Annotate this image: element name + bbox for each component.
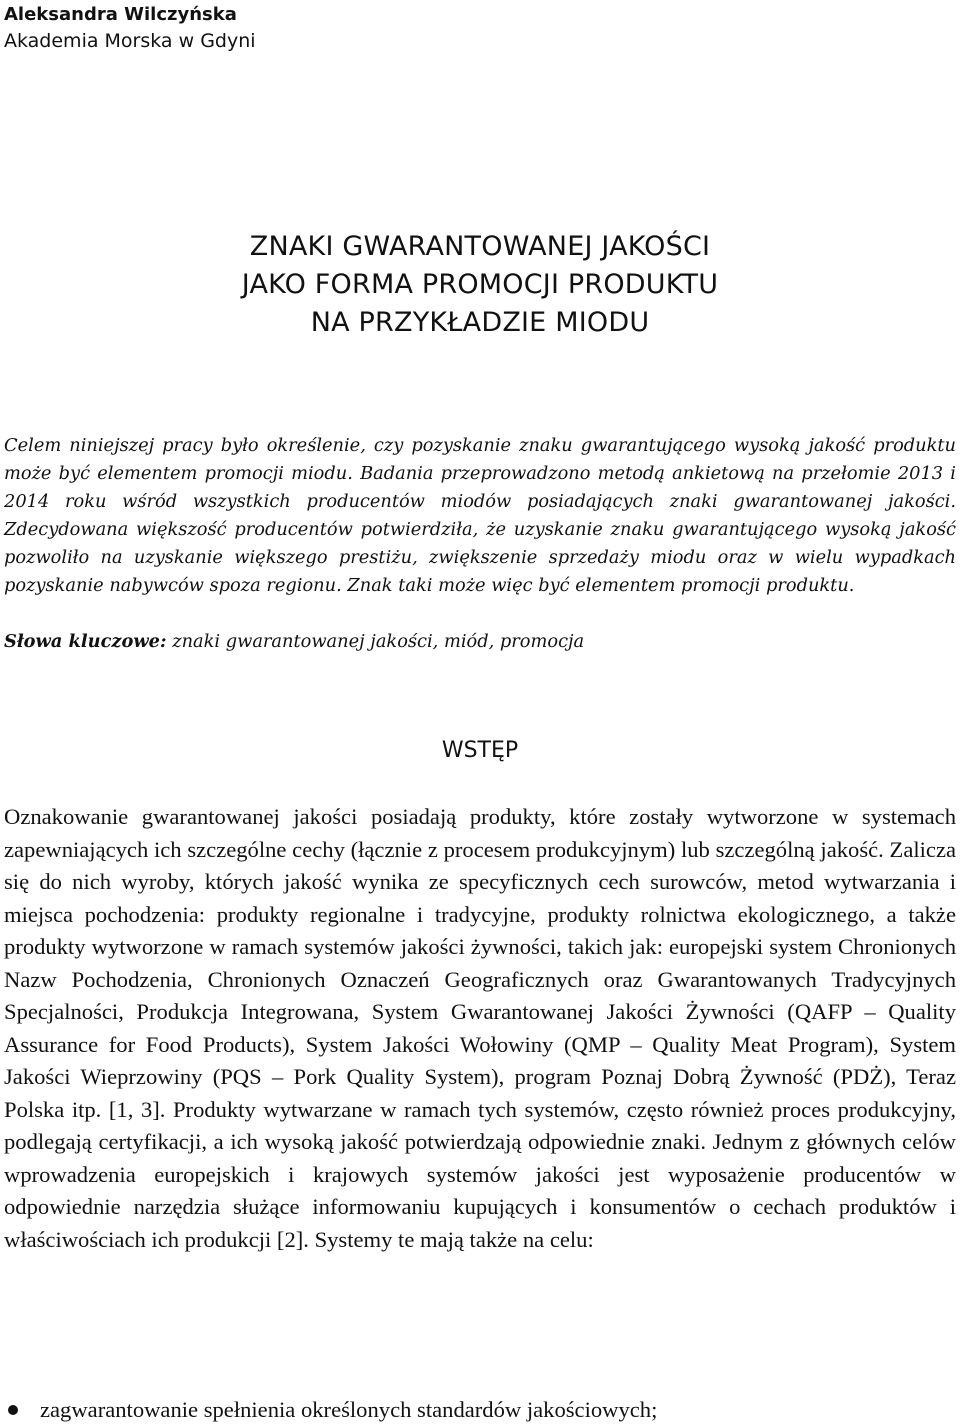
keywords-line (4, 628, 956, 656)
bullet-list (4, 1394, 956, 1426)
intro-paragraph: Oznakowanie gwarantowanej jakości posiadają produkty, które zostały wytworzone w systemach zapewniających ich szczególne cechy (łącznie z procesem produkcyjnym) lub szczególną jakość. Zalicza się do nich wyroby, których jakość wynika ze specyficznych cech surowców, metod wytwarzania i miejsca pochodzenia: produkty regionalne i tradycyjne, produkty rolnictwa ekologicznego, a także produkty wytworzone w ramach systemów jakości żywności, takich jak: europejski system Chronionych Nazw Pochodzenia, Chronionych Oznaczeń Geograficznych oraz Gwarantowanych Tradycyjnych Specjalności, Produkcja Integrowana, System Gwarantowanej Jakości Żywności (QAFP – Quality Assurance for Food Products), System Jakości Wołowiny (QMP – Quality Meat Program), System Jakości Wieprzowiny (PQS – Pork Quality System), program Poznaj Dobrą Żywność (PDŻ), Teraz Polska itp. [1, 3]. Produkty wytwarzane w ramach tych systemów, często również proces produkcyjny, podlegają certyfikacji, a ich wysoką jakość potwierdzają odpowiednie znaki. Jednym z głównych celów wprowadzenia europejskich i krajowych systemów jakości jest wyposażenie producentów w odpowiednie narzędzia służące informowaniu kupujących i konsumentów o cechach produktów i właściwościach ich produkcji [2]. Systemy te mają także na celu: (4, 804, 956, 1252)
author-affiliation: Akademia Morska w Gdyni (4, 30, 256, 52)
keywords-label: Słowa kluczowe: (4, 631, 167, 652)
section-heading-intro: WSTĘP (441, 738, 519, 763)
bullet-icon (8, 1405, 18, 1415)
title-line-3: NA PRZYKŁADZIE MIODU (310, 307, 650, 338)
abstract-paragraph: Celem niniejszej pracy było określenie, czy pozyskanie znaku gwarantującego wysoką jakość produktu może być elementem promocji miodu. Badania przeprowadzono metodą ankietową na przełomie 2013 i 2014 roku wśród wszystkich producentów miodów posiadających znaki gwarantowanej jakości. Zdecydowana większość producentów potwierdziła, że uzyskanie znaku gwarantującego wysoką jakość pozwoliło na uzyskanie większego prestiżu, zwiększenie sprzedaży miodu oraz w wielu wypadkach pozyskanie nabywców spoza regionu. Znak taki może więc być elementem promocji produktu. (4, 435, 956, 596)
list-item (4, 1394, 956, 1426)
list-item-text: zagwarantowanie spełnienia określonych standardów jakościowych; (40, 1397, 658, 1422)
paper-title (0, 228, 960, 342)
keywords-text: znaki gwarantowanej jakości, miód, promocja (166, 631, 585, 652)
author-block (4, 2, 256, 54)
title-line-2: JAKO FORMA PROMOCJI PRODUKTU (241, 269, 719, 300)
author-name: Aleksandra Wilczyńska (4, 4, 237, 25)
title-line-1: ZNAKI GWARANTOWANEJ JAKOŚCI (249, 231, 711, 262)
